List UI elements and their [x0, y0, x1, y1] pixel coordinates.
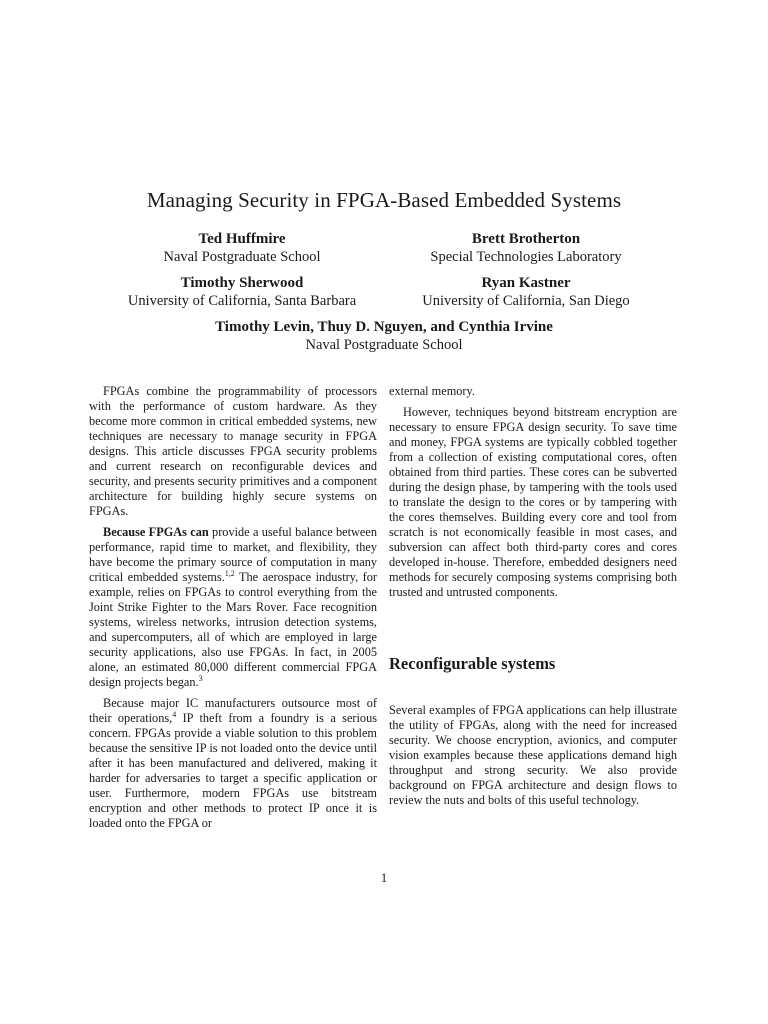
author-block [100, 230, 384, 266]
section-heading: Reconfigurable systems [389, 654, 556, 673]
citation-ref: 4 [172, 709, 177, 719]
paragraph-text: Because major IC manufacturers outsource most of their operations, [89, 696, 377, 725]
author-name: Ryan Kastner [481, 275, 571, 291]
author-affiliation: Special Technologies Laboratory [430, 249, 622, 265]
author-name: Timothy Levin, Thuy D. Nguyen, and Cynthia Irvine [215, 319, 553, 335]
author-name: Ted Huffmire [198, 231, 286, 247]
page-number: 1 [380, 870, 388, 885]
body-paragraph [89, 525, 377, 690]
body-paragraph: However, techniques beyond bitstream encryption are necessary to ensure FPGA design security. To save time and money, FPGA systems are typically cobbled together from a collection of existing computational cores, often obtained from third parties. These cores can be subverted during the design phase, by tampering with the tools used to translate the design to the cores or by tampering with the cores themselves. Building every core and tool from scratch is not economically feasible in most cases, and subversion can affect both third-party cores and cores developed in-house. Therefore, embedded designers need methods for securely composing systems comprising both trusted and untrusted components. [389, 405, 677, 599]
citation-ref: 3 [198, 673, 203, 683]
continuation-text: external memory. [389, 384, 475, 398]
paragraph-text: provide a useful balance between performance, rapid time to market, and flexibility, they have become the primary source of computation in many critical embedded systems. [89, 525, 377, 584]
author-affiliation: University of California, San Diego [422, 293, 630, 309]
body-paragraph [89, 696, 377, 831]
citation-ref: 1,2 [224, 568, 235, 578]
paragraph-text: IP theft from a foundry is a serious concern. FPGAs provide a viable solution to this problem because the sensitive IP is not loaded onto the device until after it has been manufactured and delivered, making it harder for adversaries to target a specific application or user. Furthermore, modern FPGAs use bitstream encryption and other methods to protect IP once it is loaded onto the FPGA or [89, 711, 378, 830]
author-affiliation: Naval Postgraduate School [305, 337, 463, 353]
author-affiliation: University of California, Santa Barbara [127, 293, 357, 309]
author-block [384, 230, 668, 266]
author-name: Timothy Sherwood [180, 275, 304, 291]
author-block [100, 318, 668, 354]
author-block [384, 274, 668, 310]
lead-in-text: Because FPGAs can [103, 525, 209, 539]
right-column [389, 384, 677, 814]
paragraph-text: The aerospace industry, for example, relies on FPGAs to control everything from the Joint Strike Fighter to the Mars Rover. Face recognition systems, wireless networks, intrusion detection systems, and supercomputers, all of which are employed in large security applications, also use FPGAs. In fact, in 2005 alone, an estimated 80,000 different commercial FPGA design projects began. [89, 570, 377, 689]
author-block [100, 274, 384, 310]
author-affiliation: Naval Postgraduate School [163, 249, 321, 265]
author-list [100, 230, 668, 354]
author-name: Brett Brotherton [471, 231, 581, 247]
paper-title: Managing Security in FPGA-Based Embedded Systems [146, 188, 622, 212]
body-paragraph: Several examples of FPGA applications can help illustrate the utility of FPGAs, along with the need for increased security. We choose encryption, avionics, and computer vision examples because these applications demand high throughput and strong security. We also provide background on FPGA architecture and design flows to review the nuts and bolts of this useful technology. [389, 703, 677, 807]
abstract-paragraph: FPGAs combine the programmability of processors with the performance of custom hardware. As they become more common in critical embedded systems, new techniques are necessary to manage security in FPGA designs. This article discusses FPGA security problems and current research on reconfigurable devices and security, and presents security primitives and a component architecture for building highly secure systems on FPGAs. [89, 384, 377, 518]
left-column [89, 384, 377, 837]
